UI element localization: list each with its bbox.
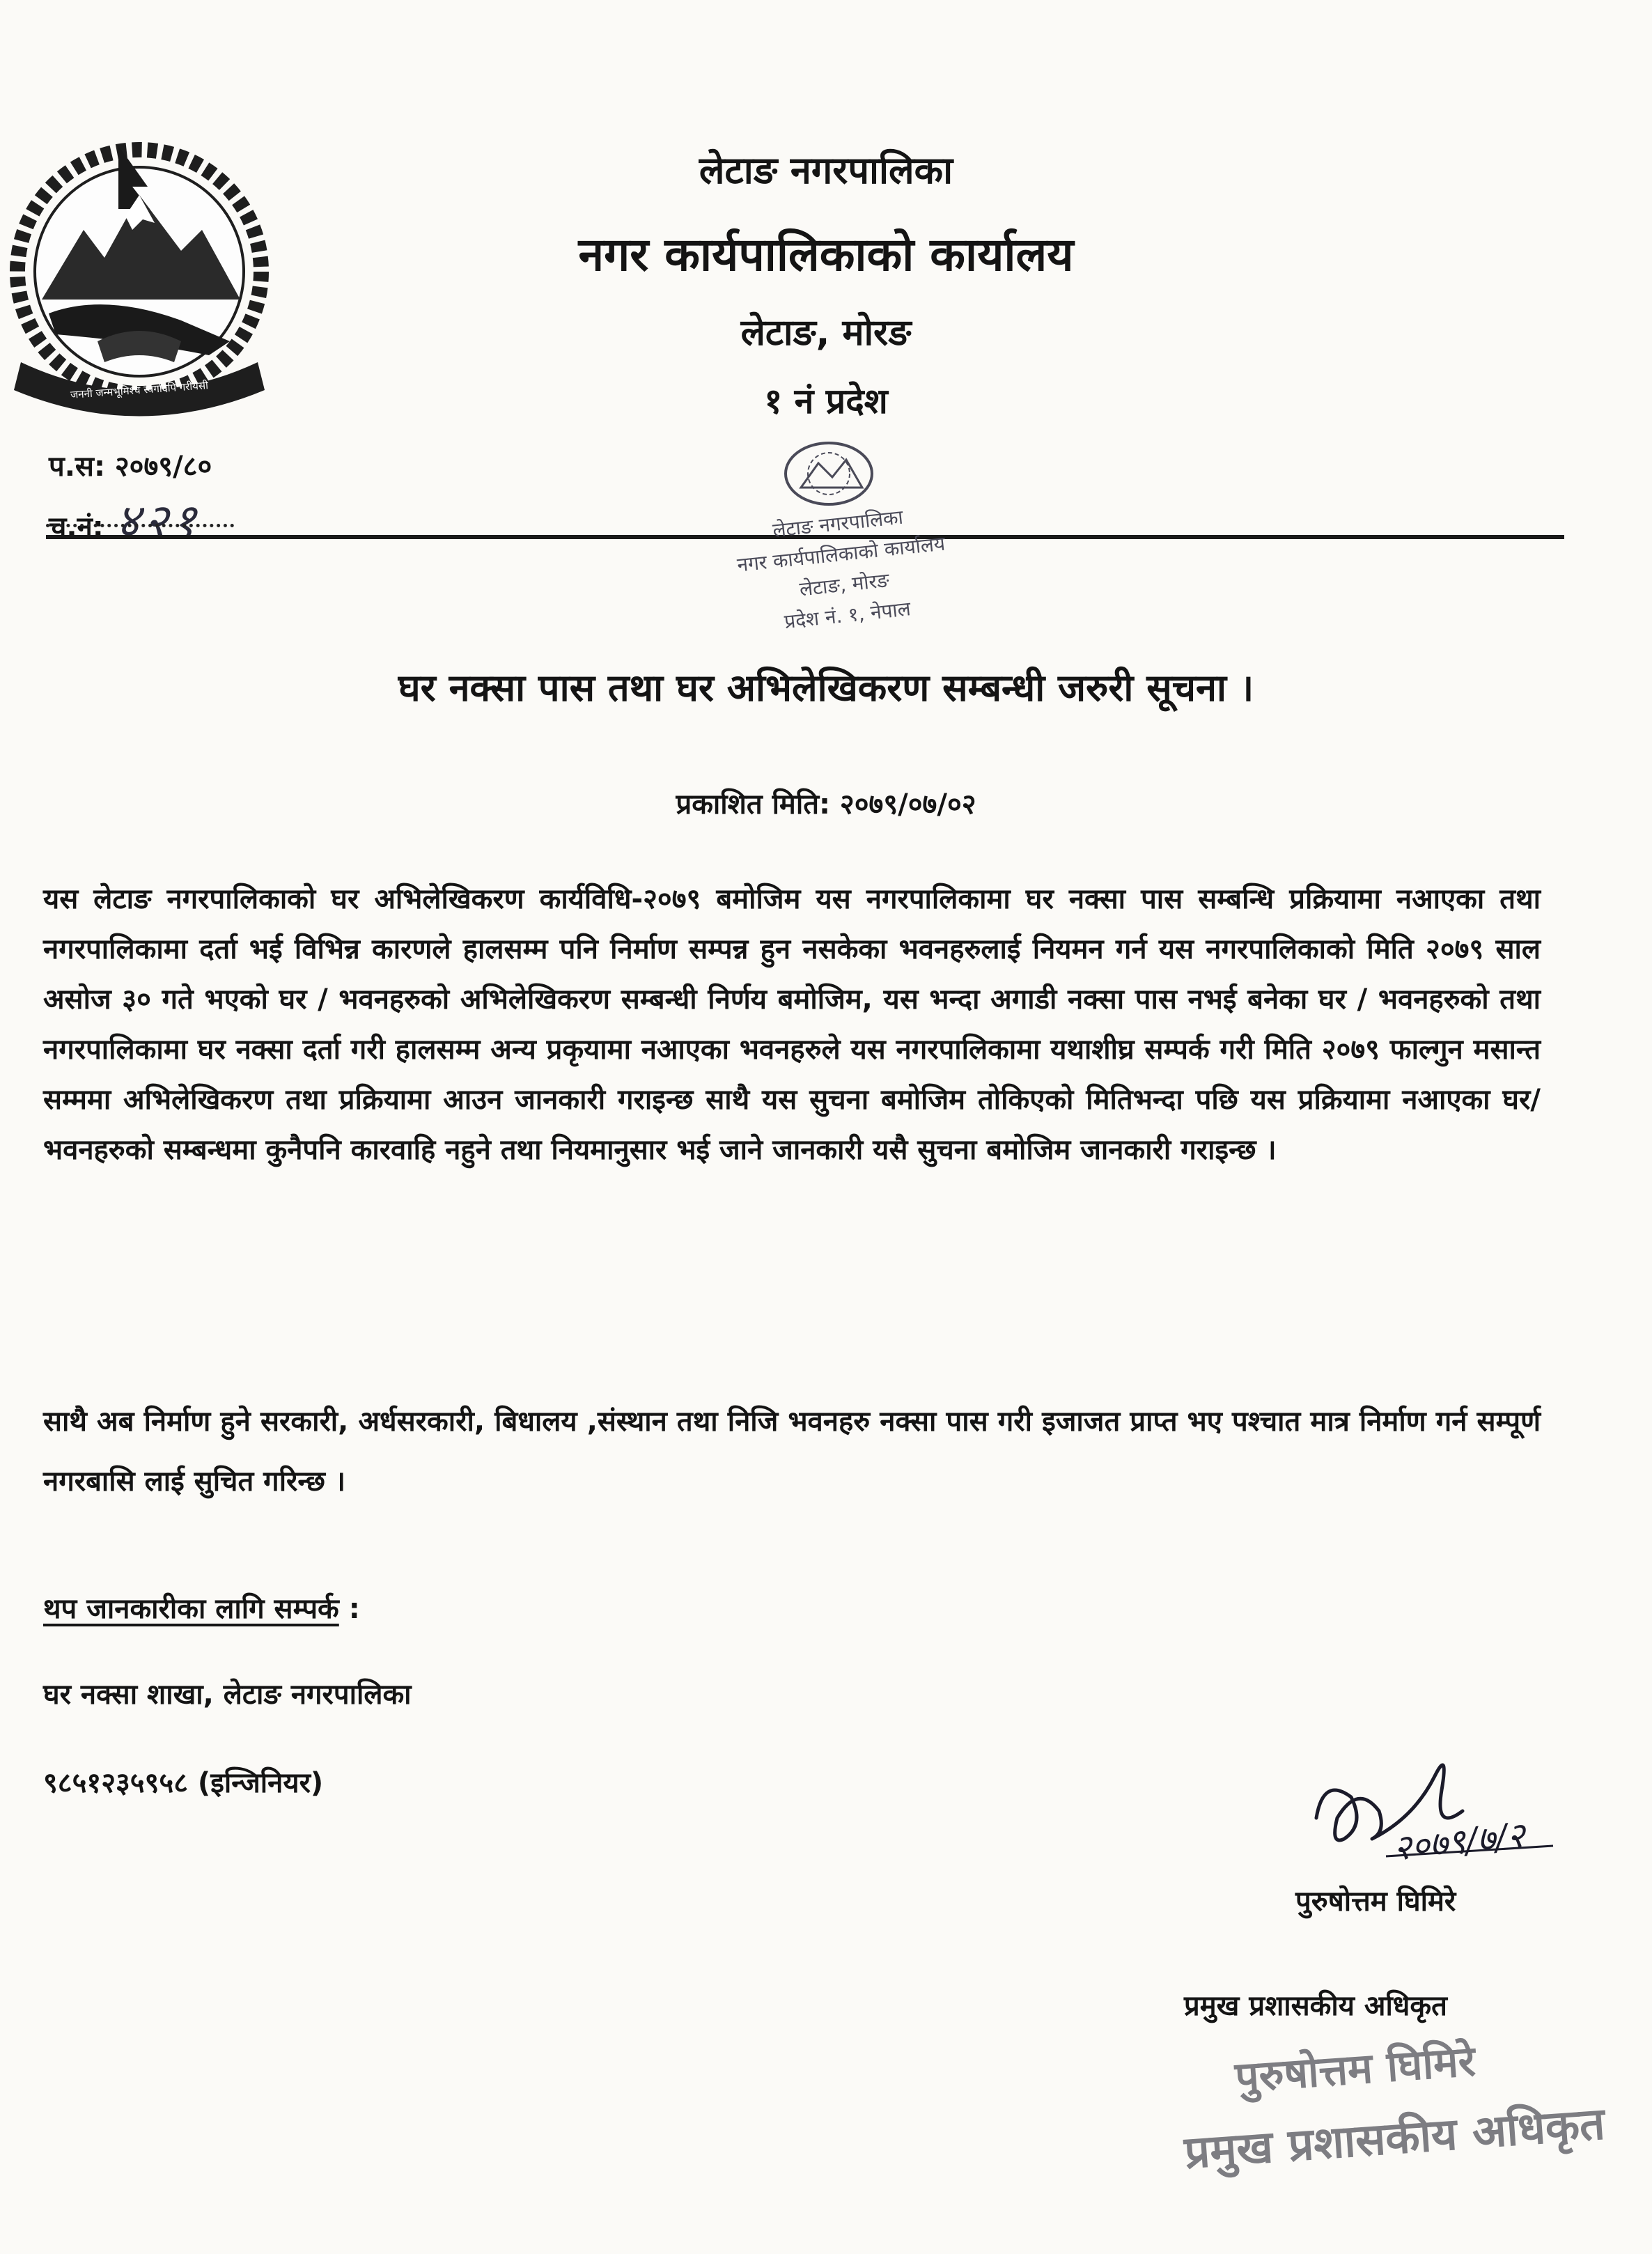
stamp-line-4: प्रदेश नं. १, नेपाल (783, 597, 912, 634)
published-date: प्रकाशित मिति: २०७९/०७/०२ (676, 788, 976, 821)
contact-heading-colon: : (338, 1593, 360, 1625)
letter-number-value: ४२१ (116, 494, 201, 547)
notice-paragraph-2: साथै अब निर्माण हुने सरकारी, अर्धसरकारी, बिधालय ,संस्थान तथा निजि भवनहरु नक्सा पास गरी इजाजत प्राप्त भए पश्चात मात्र निर्माण गर्न सम्पूर्ण नगरबासि लाई सुचित गरिन्छ । (43, 1406, 1541, 1498)
stamp-line-2: नगर कार्यपालिकाको कार्यालय (735, 531, 946, 577)
stamp-line-3: लेटाङ, मोरङ (798, 568, 891, 601)
handwritten-signature (1302, 1734, 1609, 1895)
contact-branch: घर नक्सा शाखा, लेटाङ नगरपालिका (43, 1679, 412, 1711)
reference-underline (46, 524, 234, 527)
signature-date: २०७९/७/२ (1391, 1814, 1527, 1869)
municipality-name: लेटाङ नगरपालिका (699, 148, 953, 192)
notice-paragraph-1: यस लेटाङ नगरपालिकाको घर अभिलेखिकरण कार्यविधि-२०७९ बमोजिम यस नगरपालिकामा घर नक्सा पास सम्बन्धि प्रक्रियामा नआएका तथा नगरपालिकामा दर्ता भई विभिन्न कारणले हालसम्म पनि निर्माण सम्पन्न हुन नसकेका भवनहरुलाई नियमन गर्न यस नगरपालिकाको मिति २०७९ साल असोज ३० गते भएको घर / भवनहरुको अभिलेखिकरण सम्बन्धी निर्णय बमोजिम, यस भन्दा अगाडी नक्सा पास नभई बनेका घर / भवनहरुको तथा नगरपालिकामा घर नक्सा दर्ता गरी हालसम्म अन्य प्रकृयामा नआएका भवनहरुले यस नगरपालिकामा यथाशीघ्र सम्पर्क गरी मिति २०७९ फाल्गुन मसान्त सम्ममा अभिलेखिकरण तथा प्रक्रियामा आउन जानकारी गराइन्छ साथै यस सुचना बमोजिम तोकिएको मितिभन्दा पछि यस प्रक्रियामा नआएका घर/ भवनहरुको सम्बन्धमा कुनैपनि कारवाहि नहुने तथा नियमानुसार भई जाने जानकारी यसै सुचना बमोजिम जानकारी गराइन्छ । (43, 883, 1541, 1166)
signatory-name: पुरुषोत्तम घिमिरे (1295, 1886, 1456, 1918)
contact-phone: ९८५१२३५९५८ (इन्जिनियर) (43, 1767, 324, 1799)
name-rubber-stamp (1177, 2013, 1636, 2253)
letter-number (49, 488, 201, 550)
office-name: नगर कार्यपालिकाको कार्यालय (578, 228, 1074, 281)
stamp-line-1: लेटाङ नगरपालिका (771, 505, 905, 543)
contact-heading (43, 1588, 360, 1626)
fiscal-year: प.स: २०७९/८० (49, 451, 212, 483)
signatory-designation: प्रमुख प्रशासकीय अधिकृत (1184, 1990, 1447, 2022)
rubber-stamp-name: पुरुषोत्तम घिमिरे (1233, 2037, 1477, 2103)
emblem-motto: जननी जन्मभूमिश्च स्वर्गादपि गरीयसी (70, 379, 209, 401)
letter-number-label: च.नं: (49, 511, 104, 543)
office-address: लेटाङ, मोरङ (740, 312, 912, 354)
office-stamp (689, 439, 996, 662)
rubber-stamp-designation: प्रमुख प्रशासकीय अधिकृत (1183, 2098, 1607, 2179)
notice-title: घर नक्सा पास तथा घर अभिलेखिकरण सम्बन्धी जरुरी सूचना । (398, 666, 1254, 710)
province: १ नं प्रदेश (764, 381, 888, 421)
contact-heading-text: थप जानकारीका लागि सम्पर्क (43, 1593, 339, 1625)
